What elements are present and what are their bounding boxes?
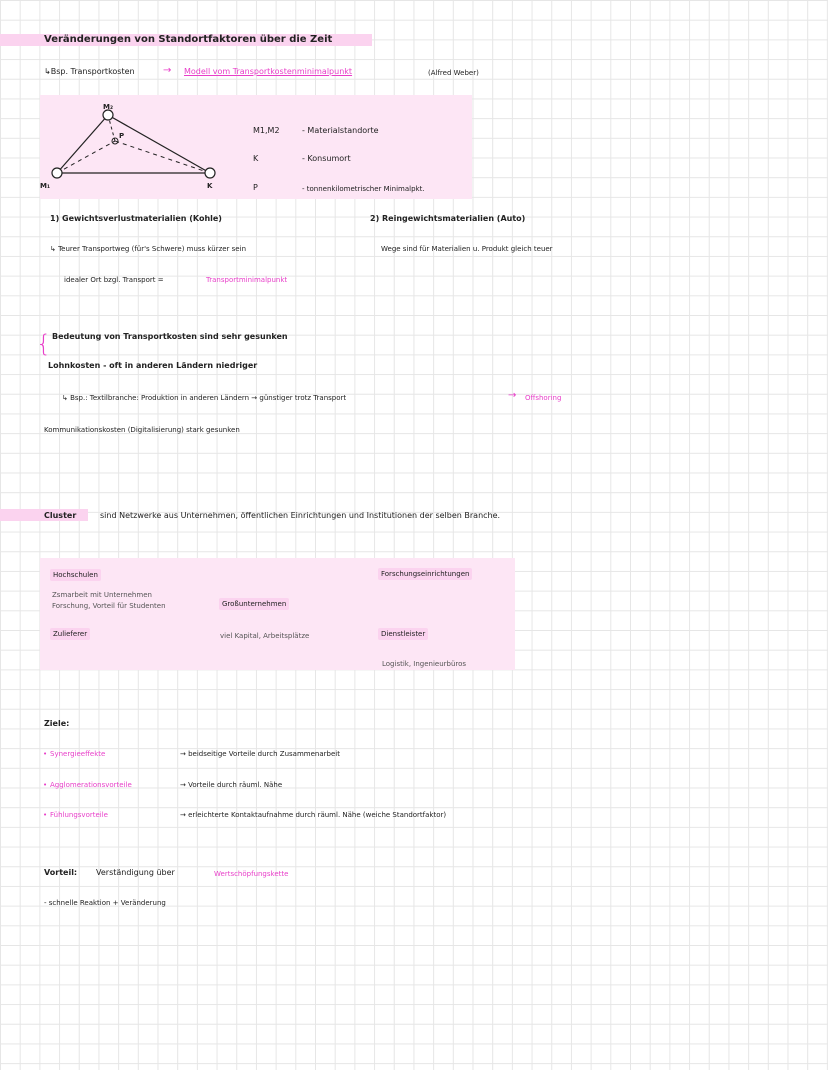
section2-title: 2) Reingewichtsmaterialien (Auto) [370, 214, 526, 223]
ziel-fuehlungsvorteile: Fühlungsvorteile [50, 811, 108, 819]
ziel-fuehlungsvorteile-desc: → erleichterte Kontaktaufnahme durch räuml. Nähe (weiche Standortfaktor) [180, 811, 447, 819]
model-author: (Alfred Weber) [428, 69, 479, 77]
legend-desc-m: - Materialstandorte [302, 126, 379, 135]
node-k [205, 168, 215, 178]
dash-m1-p [57, 141, 115, 173]
example-prefix: ↳Bsp. Transportkosten [44, 67, 135, 76]
section1-line1: ↳ Teurer Transportweg (für's Schwere) muss kürzer sein [50, 245, 246, 253]
legend-desc-k: - Konsumort [302, 154, 351, 163]
hochschulen-label: Hochschulen [50, 569, 101, 581]
vorteil-line2: - schnelle Reaktion + Veränderung [44, 899, 166, 907]
vorteil-text: Verständigung über [96, 868, 175, 877]
curly-brace: { [36, 330, 52, 358]
diagram-label-p: P [119, 132, 125, 140]
legend-key-m: M1,M2 [253, 126, 280, 135]
changes-arrow: → [508, 390, 517, 401]
transportminimalpunkt: Transportminimalpunkt [206, 276, 288, 284]
ziel-agglomerationsvorteile: Agglomerationsvorteile [50, 781, 132, 789]
ziel-synergieeffekte: Synergieeffekte [50, 750, 106, 758]
changes-line2: Lohnkosten - oft in anderen Ländern niedriger [48, 361, 258, 370]
legend-key-p: P [253, 183, 258, 192]
bullet-3: • [43, 811, 48, 819]
cluster-word: Cluster [44, 511, 77, 520]
vorteil-label: Vorteil: [44, 868, 78, 877]
wertschoepfungskette: Wertschöpfungskette [214, 870, 289, 878]
changes-line4: Kommunikationskosten (Digitalisierung) stark gesunken [44, 426, 240, 434]
section1-line2: idealer Ort bzgl. Transport = [64, 276, 164, 284]
changes-line1: Bedeutung von Transportkosten sind sehr gesunken [52, 332, 288, 341]
page-title: Veränderungen von Standortfaktoren über die Zeit [44, 34, 333, 45]
diagram-label-k: K [207, 182, 213, 190]
forschung-label: Forschungseinrichtungen [378, 568, 472, 580]
changes-line3: ↳ Bsp.: Textilbranche: Produktion in anderen Ländern → günstiger trotz Transport [62, 394, 347, 402]
offshoring: Offshoring [525, 394, 562, 402]
ziele-title: Ziele: [44, 719, 70, 728]
grossunternehmen-desc: viel Kapital, Arbeitsplätze [220, 632, 310, 640]
diagram-label-m2: M₂ [103, 103, 114, 111]
legend-desc-p: - tonnenkilometrischer Minimalpkt. [302, 185, 425, 193]
bullet-1: • [43, 750, 48, 758]
hochschulen-desc2: Forschung, Vorteil für Studenten [52, 602, 166, 610]
node-m1 [52, 168, 62, 178]
ziel-synergieeffekte-desc: → beidseitige Vorteile durch Zusammenarbeit [180, 750, 340, 758]
section1-title: 1) Gewichtsverlustmaterialien (Kohle) [50, 214, 222, 223]
dienstleister-desc: Logistik, Ingenieurbüros [382, 660, 467, 668]
hochschulen-desc1: Zsmarbeit mit Unternehmen [52, 591, 152, 599]
grossunternehmen-label: Großunternehmen [219, 598, 289, 610]
bullet-2: • [43, 781, 48, 789]
edge-m2-m1 [57, 115, 108, 173]
diagram-label-m1: M₁ [40, 182, 51, 190]
example-arrow: → [163, 65, 172, 76]
cluster-definition: sind Netzwerke aus Unternehmen, öffentlichen Einrichtungen und Institutionen der selben Branche. [100, 511, 501, 520]
ziel-agglomerationsvorteile-desc: → Vorteile durch räuml. Nähe [180, 781, 283, 789]
zulieferer-label: Zulieferer [50, 628, 90, 640]
section2-line1: Wege sind für Materialien u. Produkt gleich teuer [381, 245, 553, 253]
dienstleister-label: Dienstleister [378, 628, 428, 640]
model-name: Modell vom Transportkostenminimalpunkt [184, 67, 353, 76]
legend-key-k: K [253, 154, 259, 163]
